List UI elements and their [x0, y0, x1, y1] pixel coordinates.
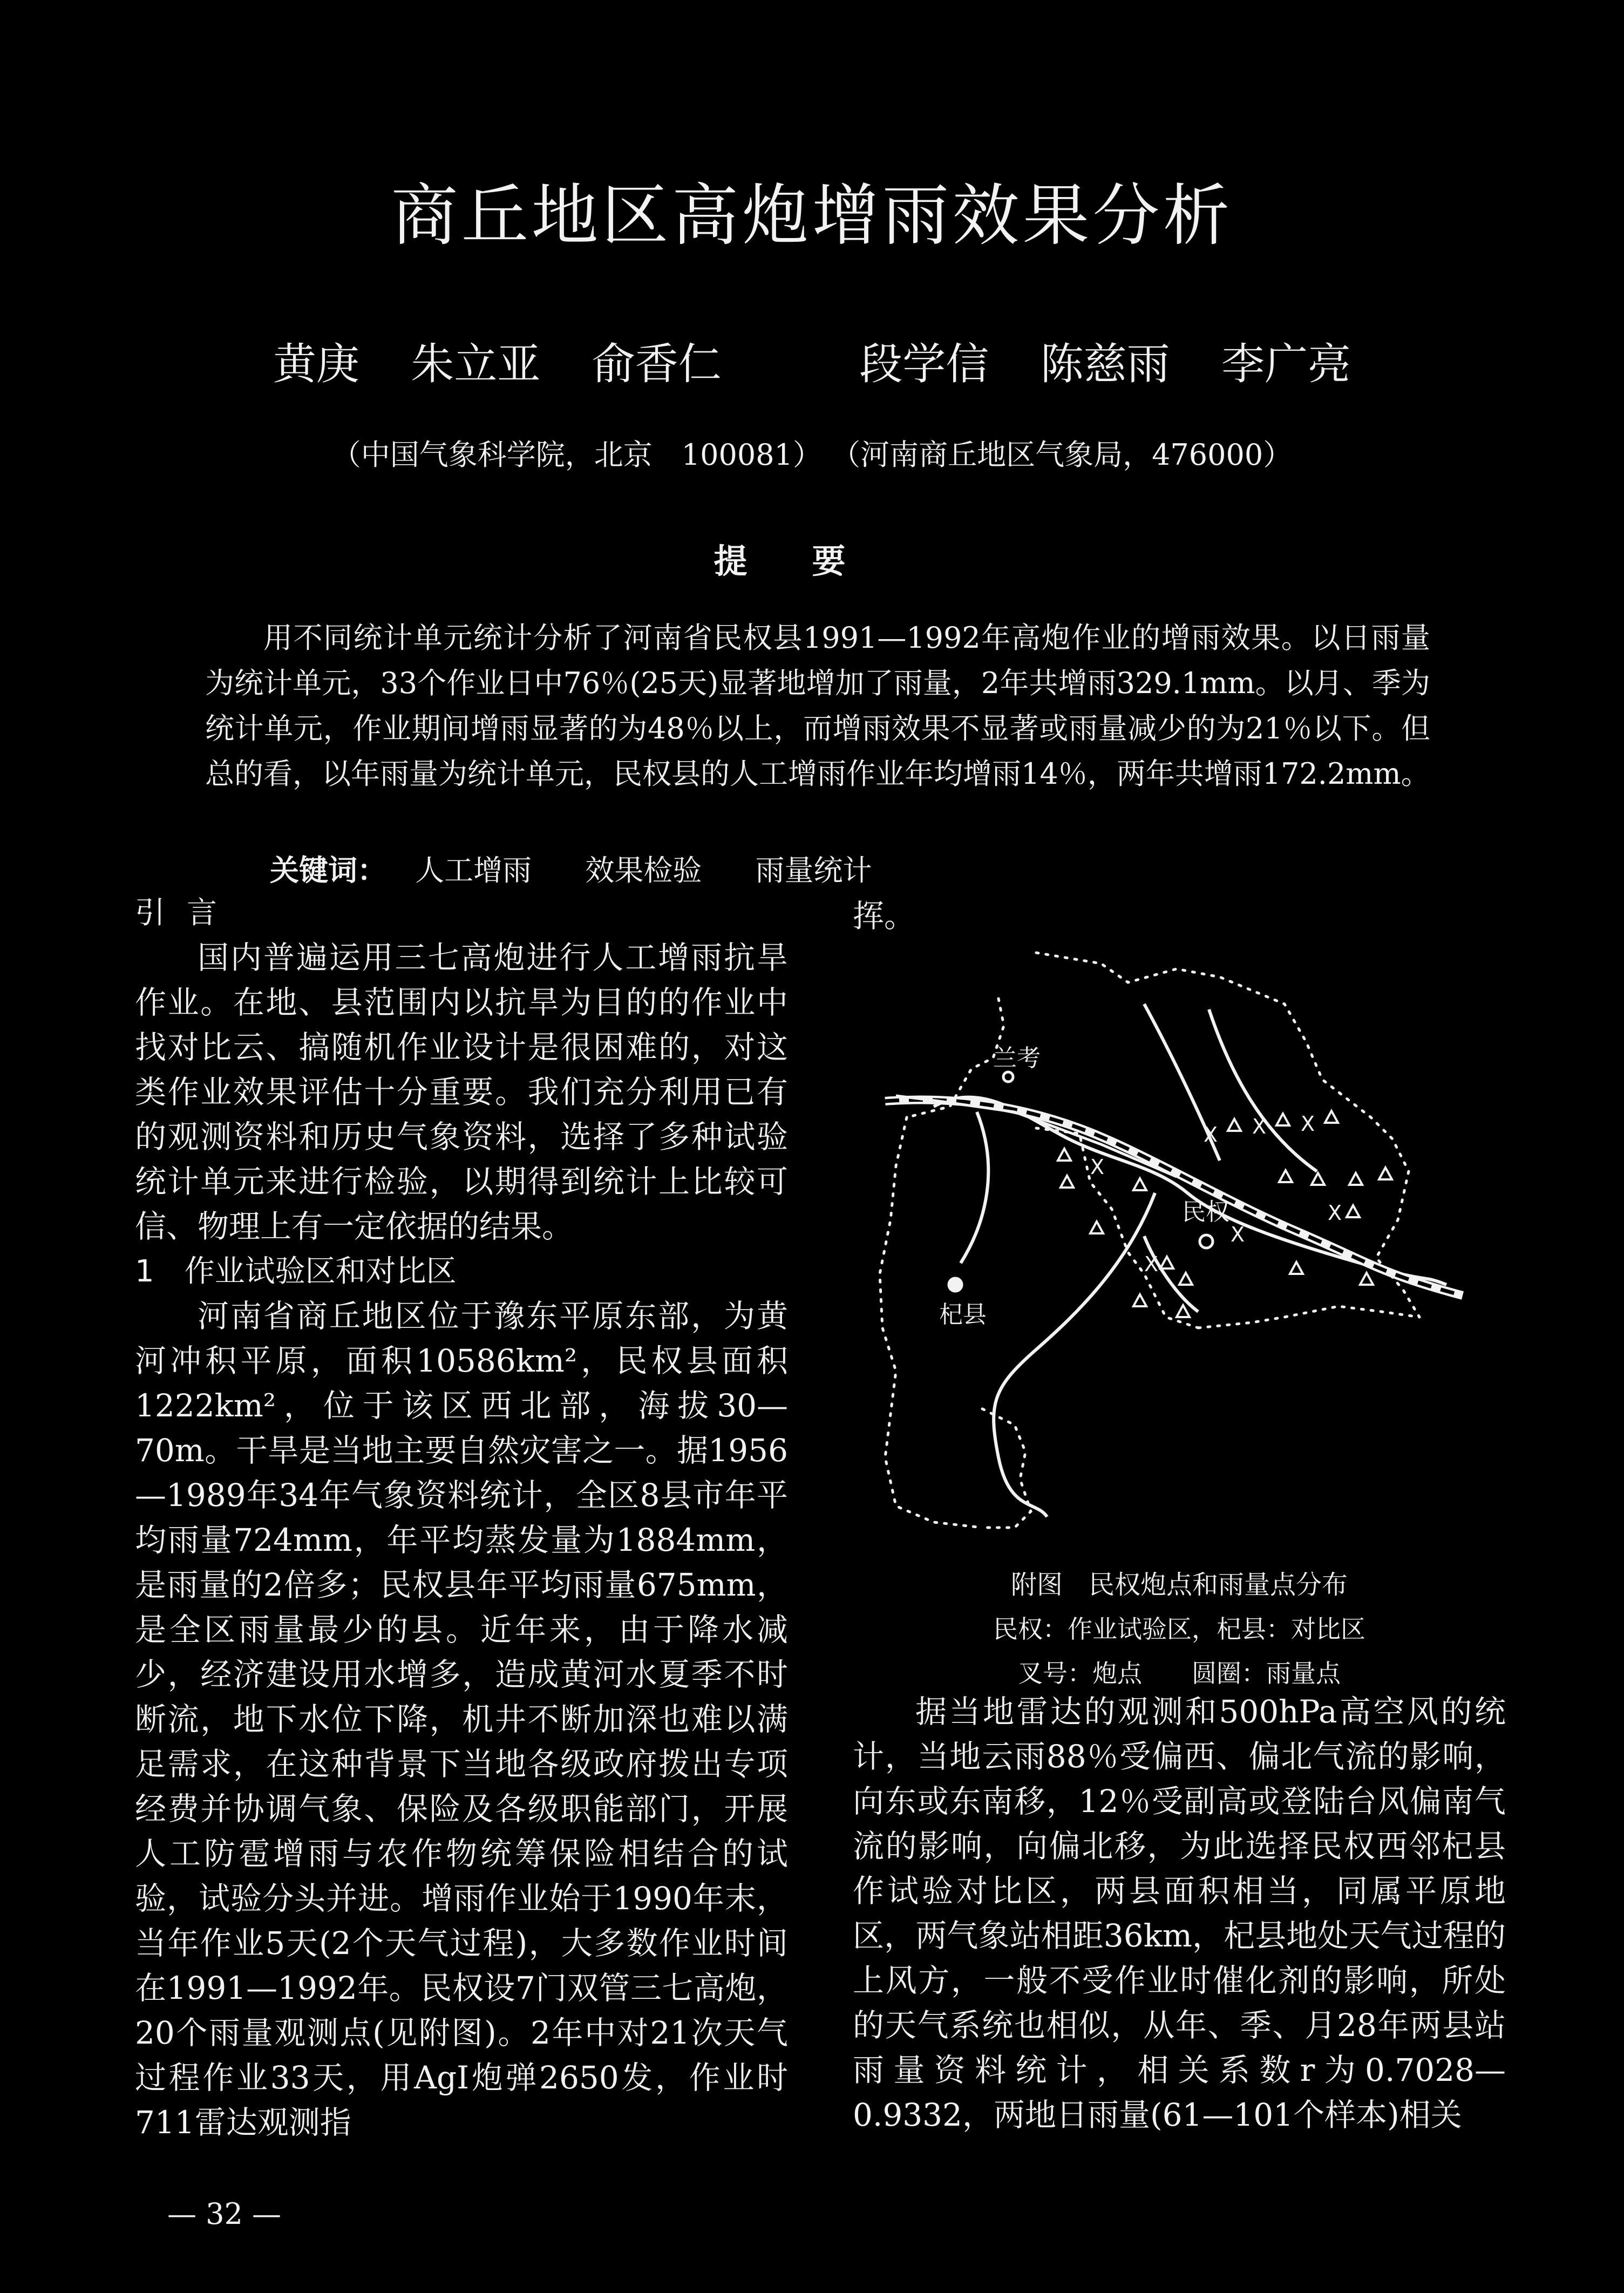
caption-title: 附图 民权炮点和雨量点分布 [1010, 1570, 1348, 1600]
author-list [0, 329, 1624, 391]
rain-gauge-marker [1228, 1119, 1241, 1131]
river [1209, 1009, 1317, 1171]
rain-gauge-marker [1177, 1305, 1190, 1317]
page-number: — 32 — [167, 2197, 282, 2231]
railway-ties [885, 1100, 1463, 1295]
gun-site-marker: X [1144, 1252, 1159, 1276]
right-column [853, 1690, 1506, 2138]
abstract-body [205, 615, 1430, 797]
affiliation-cams: （中国气象科学院，北京 100081） [331, 438, 822, 472]
rain-gauge-marker [1312, 1173, 1324, 1185]
gun-site-marker: X [1090, 1155, 1105, 1179]
figure-caption [853, 1563, 1506, 1695]
gun-site-marker: X [1328, 1201, 1342, 1225]
keyword: 效果检验 [585, 853, 702, 887]
author: 俞香仁 [592, 339, 722, 389]
rain-gauge-marker [1349, 1173, 1362, 1185]
rain-gauge-marker [1379, 1168, 1392, 1179]
rain-gauge-marker [1160, 1257, 1173, 1268]
gun-site-marker: X [1301, 1112, 1315, 1136]
rain-gauge-marker [1179, 1273, 1192, 1285]
town-marker [1003, 1072, 1013, 1082]
rain-gauge-marker [1133, 1294, 1146, 1306]
author: 段学信 [859, 339, 989, 389]
caption-line: 叉号：炮点 圆圈：雨量点 [1018, 1659, 1341, 1688]
affiliation-shangqiu: （河南商丘地区气象局，476000） [831, 438, 1293, 472]
keyword: 人工增雨 [415, 853, 532, 887]
intro-paragraph: 国内普遍运用三七高炮进行人工增雨抗旱作业。在地、县范围内以抗旱为目的的作业中找对比云、搞随机作业设计是很困难的，对这类作业效果评估十分重要。我们充分利用已有的观测资料和历史气象资料，选择了多种试验统计单元来进行检验，以期得到统计上比较可信、物理上有一定依据的结果。 [135, 939, 788, 1245]
rain-gauge-marker [1347, 1205, 1360, 1217]
left-column [135, 891, 788, 2145]
author: 朱立亚 [411, 339, 541, 389]
rain-gauge-marker [1290, 1262, 1303, 1274]
keyword: 雨量统计 [755, 853, 872, 887]
section1-paragraph: 河南省商丘地区位于豫东平原东部，为黄河冲积平原，面积10586km²，民权县面积1222km²，位于该区西北部，海拔30—70m。干旱是当地主要自然灾害之一。据1956—1989年34年气象资料统计，全区8县市年平均雨量724mm，年平均蒸发量为1884mm，是雨量的2倍多；民权县年平均雨量675mm，是全区雨量最少的县。近年来，由于降水减少，经济建设用水增多，造成黄河水夏季不时断流，地下水位下降，机井不断加深也难以满足需求，在这种背景下当地各级政府拨出专项经费并协调气象、保险及各级职能部门，开展人工防雹增雨与农作物统筹保险相结合的试验，试验分头并进。增雨作业始于1990年末，当年作业5天(2个天气过程)，大多数作业时间在1991—1992年。民权设7门双管三七高炮，20个雨量观测点(见附图)。2年中对21次天气过程作业33天，用AgI炮弹2650发，作业时711雷达观测指 [135, 1298, 788, 2141]
place-label-lankao: 兰考 [993, 1044, 1041, 1072]
river [994, 1193, 1155, 1517]
author: 黄庚 [273, 339, 359, 389]
town-marker [949, 1278, 962, 1291]
keywords [270, 847, 897, 889]
rain-gauge-marker [1090, 1222, 1103, 1233]
rain-gauge-marker [1325, 1111, 1338, 1123]
county-boundary [1198, 1306, 1419, 1328]
town-marker [1200, 1235, 1213, 1248]
author: 陈慈雨 [1040, 339, 1170, 389]
rain-gauge-marker [1058, 1149, 1071, 1161]
gun-site-marker: X [1231, 1223, 1245, 1246]
caption-line: 民权：作业试验区，杞县：对比区 [993, 1614, 1365, 1644]
county-boundary [982, 1409, 1031, 1528]
intro-heading: 引言 [135, 896, 239, 931]
place-label-minquan: 民权 [1182, 1198, 1229, 1226]
right-paragraph: 据当地雷达的观测和500hPa高空风的统计，当地云雨88％受偏西、偏北气流的影响，向东或东南移，12％受副高或登陆台风偏南气流的影响，向偏北移，为此选择民权西邻杞县作试验对比区，两县面积相当，同属平原地区，两气象站相距36km，杞县地处天气过程的上风方，一般不受作业时催化剂的影响，所处的天气系统也相似，从年、季、月28年两县站雨量资料统计，相关系数r为0.7028—0.9332，两地日雨量(61—101个样本)相关 [853, 1693, 1506, 2133]
rain-gauge-marker [1061, 1176, 1073, 1188]
abstract-heading: 提要 [714, 541, 910, 581]
gun-site-marker: X [1204, 1123, 1218, 1147]
rain-gauge-marker [1133, 1178, 1146, 1190]
rain-gauge-marker [1276, 1114, 1289, 1125]
continued-text: 挥。 [853, 898, 916, 934]
keywords-label: 关键词： [270, 853, 386, 887]
rain-gauge-marker [1279, 1170, 1292, 1182]
station-map-figure [874, 939, 1468, 1544]
rain-gauge-marker [1360, 1273, 1373, 1285]
place-label-qixian: 杞县 [939, 1301, 987, 1328]
author: 李广亮 [1221, 339, 1351, 389]
river [961, 1112, 988, 1263]
paper-title: 商丘地区高炮增雨效果分析 [391, 177, 1233, 255]
gun-site-marker: X [1252, 1115, 1267, 1138]
river [934, 1097, 1446, 1285]
section1-heading: 1 作业试验区和对比区 [135, 1254, 457, 1289]
abstract-text: 用不同统计单元统计分析了河南省民权县1991—1992年高炮作业的增雨效果。以日雨量为统计单元，33个作业日中76％(25天)显著地增加了雨量，2年共增雨329.1mm。以月、季为统计单元，作业期间增雨显著的为48％以上，而增雨效果不显著或雨量减少的为21％以下。但总的看，以年雨量为统计单元，民权县的人工增雨作业年均增雨14％，两年共增雨172.2mm。 [205, 621, 1430, 791]
affiliations [0, 432, 1624, 473]
